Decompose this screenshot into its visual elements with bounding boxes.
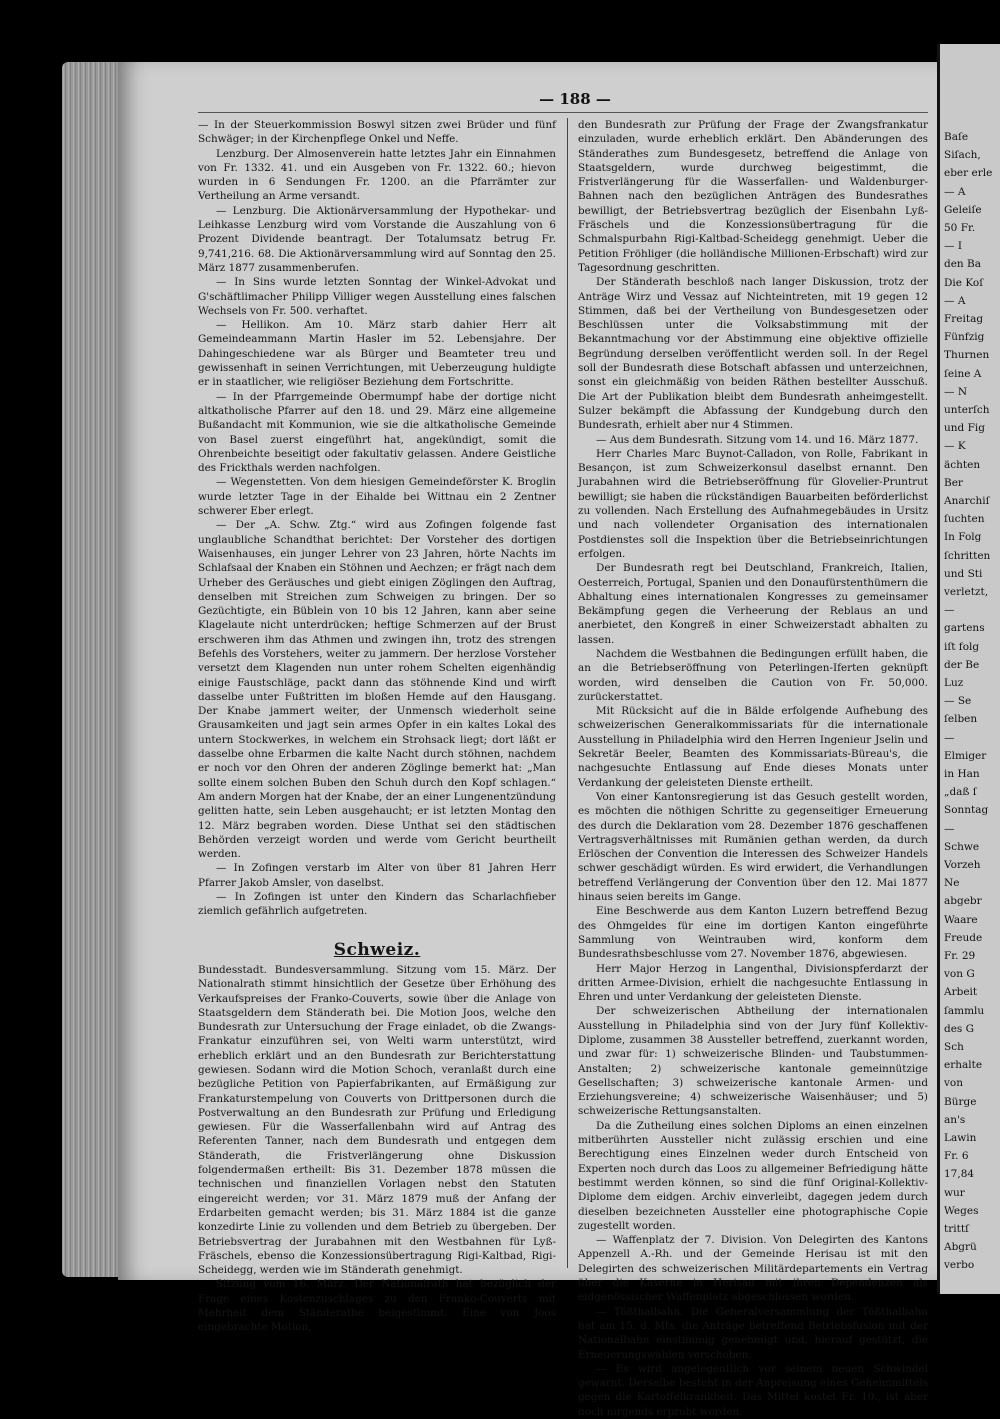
adjacent-page-fragment: — Se (944, 695, 972, 708)
adjacent-page-fragment: Ne (944, 877, 960, 890)
article: Eine Beschwerde aus dem Kanton Luzern betreffend Bezug des Ohmgeldes für eine im dortigen Kanton eingeführte Sammlung von Weintrauben wird, konform dem Bundesrathsbeschlusse vom 27. November 1876, abgewiesen. (578, 905, 928, 961)
header-rule (198, 112, 928, 113)
adjacent-page-fragment: den Ba (944, 258, 982, 271)
adjacent-page-fragment: Sonntag (944, 804, 989, 817)
adjacent-page-fragment: erhalte (944, 1059, 983, 1072)
adjacent-page-fragment: ſeine A (944, 367, 982, 380)
adjacent-page-fragment: Arbeit (944, 986, 978, 999)
adjacent-page-fragment: Siſach, (944, 149, 981, 162)
adjacent-page-fragment: — A (944, 185, 966, 198)
article: den Bundesrath zur Prüfung der Frage der Zwangsfrankatur einzuladen, wurde erheblich erklärt. Den Abänderungen des Ständerathes zum Bundesgesetz, betreffend die Anlage von Staatsgeldern, wurde durchweg beigestimmt, die Fristverlängerung für die Wasserfallen- und Waldenburger-Bahnen nach den bezüglichen Anträgen des Bundesrathes bewilligt, der Betriebsvertrag bezüglich der Eisenbahn Lyß-Fräschels und die Konzessionsübertragung für die Schmalspurbahn Rigi-Kaltbad-Scheidegg genehmigt. Ueber die Petition Fröhliger (die holländische Millionen-Erbschaft) wird zur Tagesordnung geschritten. (578, 119, 928, 274)
adjacent-page-fragment: — (944, 731, 955, 744)
adjacent-page-fragment: — N (944, 385, 968, 398)
adjacent-page-fragment: ſammlu (944, 1004, 985, 1017)
adjacent-page-fragment: Elmiger (944, 749, 987, 762)
adjacent-page-fragment: Fr. 29 (944, 950, 976, 962)
article: Herr Major Herzog in Langenthal, Divisionspferdarzt der dritten Armee-Division, erhielt die nachgesuchte Entlassung in Ehren und unter Verdankung der geleisteten Dienste. (578, 962, 928, 1004)
adjacent-page-fragment: von G (944, 968, 975, 981)
article: Von einer Kantonsregierung ist das Gesuch gestellt worden, es möchten die nöthigen Schritte zu gegenseitiger Erneuerung des durch die Deklaration vom 28. Dezember 1876 geschaffenen Vertragsverhältnisses mit Rumänien gethan werden, da durch Erlöschen der Convention die Interessen des Schweizer Handels schwer geschädigt würden. Es wird erwidert, die Verhandlungen betreffend Verlängerung der Convention über den 12. Mai 1877 hinaus seien bereits im Gange. (578, 790, 928, 904)
adjacent-page-fragment: Fünfzig (944, 331, 985, 344)
article: Der schweizerischen Abtheilung der internationalen Ausstellung in Philadelphia sind von der Jury fünf Kollektiv-Diplome, zusammen 38 Aussteller betreffend, zuerkannt worden, und zwar für: 1) schweizerische Blinden- und Taubstummen-Anstalten; 2) schweizerische kantonale gemeinnützige Gesellschaften; 3) schweizerische kantonale Armen- und Erziehungsvereine; 4) schweizerische Waisenhäuser; und 5) schweizerische Rettungsanstalten. (578, 1005, 928, 1118)
article: — Wegenstetten. Von dem hiesigen Gemeindeförster K. Broglin wurde letzter Tage in der Eihalde bei Wittnau ein 2 Zentner schwerer Eber erlegt. (198, 476, 556, 518)
adjacent-page-fragment: — I (944, 240, 962, 253)
adjacent-page-fragment: ſuchten (944, 513, 985, 526)
adjacent-page-fragment: 50 Fr. (944, 222, 976, 234)
adjacent-page-fragment: und Sti (944, 567, 983, 580)
article: Der Bundesrath regt bei Deutschland, Frankreich, Italien, Oesterreich, Portugal, Spanien und den Donaufürstenthümern die Abhaltung eines internationalen Kongresses zu gemeinsamer Bekämpfung gegen die Verheerung der Reblaus an und anerbietet, den Kongreß in einer Schweizerstadt abhalten zu lassen. (578, 562, 928, 646)
adjacent-page-fragment: trittſ (944, 1223, 969, 1235)
adjacent-page-fragment: der Be (944, 658, 980, 671)
adjacent-page-fragment: unterſch (944, 404, 990, 416)
article: — Der „A. Schw. Ztg.“ wird aus Zofingen folgende fast unglaubliche Schandthat berichtet: Der Vorsteher des dortigen Waisenhauses, ein junger Lehrer von 23 Jahren, hörte Nachts im Schlafsaal der Knaben ein Stöhnen und Aechzen; er frägt nach dem Urheber des Geräusches und giebt einigen Zöglingen den Auftrag, denselben mit Streichen zum Schweigen zu bringen. Der so Gezüchtigte, ein Büblein von 10 bis 12 Jahren, kann aber seine Klagelaute nicht unterdrücken; heftige Schmerzen auf der Brust erschweren ihm das Athmen und zwingen ihn, trotz des strengen Befehls des Vorstehers, weiter zu jammern. Der herzlose Vorsteher versetzt dem Klagenden nun unter rohem Schelten eigenhändig einige Faustschläge, packt dann das stöhnende Kind und wirft dasselbe unter Fußtritten im bloßen Hemde auf den Hausgang. Der Knabe jammert weiter, der Unmensch wiederholt seine Grausamkeiten und jagt sein armes Opfer in ein kaltes Lokal des untern Stockwerkes, in welchem ein Strohsack liegt; dort läßt er dasselbe ohne Erbarmen die kalte Nacht durch stöhnen, nachdem er noch vor den Ohren der anderen Zöglinge bemerkt hat: „Man sollte einem solchen Buben den Schuh durch den Kopf schlagen.“ Am andern Morgen hat der Knabe, der an einer Lungenentzündung gelitten hatte, sein Leben ausgehaucht; er ist letzten Montag den 12. März begraben worden. Diese Unthat sei den städtischen Behörden verzeigt worden und werde vom Gericht beurtheilt werden. (198, 519, 556, 861)
article: — Aus dem Bundesrath. Sitzung vom 14. und 16. März 1877. (596, 433, 919, 446)
adjacent-page (937, 44, 1000, 1294)
adjacent-page-fragment: wur (944, 1186, 965, 1199)
article: Mit Rücksicht auf die in Bälde erfolgende Aufhebung des schweizerischen Generalkommissariats für die internationale Ausstellung in Philadelphia wird den Herren Ingenieur Jselin und Sekretär Beeler, Beamten des Kommissariats-Büreau's, die nachgesuchte Entlassung auf Ende dieses Monats unter Verdankung der geleisteten Dienste ertheilt. (578, 705, 928, 789)
adjacent-page-fragment: verbo (944, 1259, 975, 1272)
adjacent-page-fragment: in Han (944, 768, 980, 780)
adjacent-page-fragment: ächten (944, 458, 981, 471)
adjacent-page-fragment: — A (944, 294, 966, 307)
adjacent-page-fragment: Waare (944, 913, 978, 926)
article: — Lenzburg. Die Aktionärversammlung der Hypothekar- und Leihkasse Lenzburg wird vom Vorstande die Auszahlung von 6 Prozent Dividende beantragt. Der Totalumsatz betrug Fr. 9,741,216. 68. Die Aktionärversammlung wird auf Sonntag den 25. März 1877 zusammenberufen. (198, 204, 556, 274)
adjacent-page-fragment: Vorzeh (944, 859, 981, 871)
adjacent-page-fragment: von (944, 1077, 964, 1090)
adjacent-page-fragment: Luz (944, 677, 964, 689)
adjacent-page-fragment: Weges (944, 1204, 979, 1217)
adjacent-page-fragment: ſchritten (944, 549, 991, 562)
adjacent-page-fragment: „daß ſ (944, 786, 977, 799)
article: Da die Zutheilung eines solchen Diploms an einen einzelnen mitberührten Aussteller nicht zulässig erschien und eine Berechtigung eines Einzelnen weder durch Entscheid von Experten noch durch das Loos zu allgemeiner Befriedigung hätte bestimmt werden können, so sind die fünf Original-Kollektiv-Diplome dem eidgen. Archiv einverleibt, dagegen jedem durch dieselben bezeichneten Aussteller eine photographische Copie zugestellt worden. (578, 1119, 928, 1232)
article: Sitzung vom 16. März. Der Nationalrath hat bezüglich der Frage eines Kostenzuschlages zu den Franko-Couverts mit Mehrheit dem Ständerathe beigestimmt. Eine von Joos eingebrachte Motion, (198, 1278, 556, 1334)
page-number: — 188 — (539, 90, 611, 108)
article: — In Zofingen ist unter den Kindern das Scharlachfieber ziemlich gefährlich aufgetreten. (198, 891, 556, 918)
article: Herr Charles Marc Buynot-Calladon, von Rolle, Fabrikant in Besançon, ist zum Schweizerkonsul daselbst ernannt. Den Jurabahnen wird die Betriebseröffnung für Glovelier-Pruntrut bewilligt; sie haben die rückständigen Bauarbeiten beförderlichst zu vollenden. Nach Erstellung des Aufnahmegebäudes in Ursitz und nach vollendeter Organisation des internationalen Postdienstes soll die Inspektion über die Betriebseinrichtungen erfolgen. (578, 447, 928, 560)
left-column (198, 118, 556, 1335)
article: — In der Steuerkommission Boswyl sitzen zwei Brüder und fünf Schwäger; in der Kirchenpflege Onkel und Neffe. (198, 119, 556, 146)
article: — Hellikon. Am 10. März starb dahier Herr alt Gemeindeammann Martin Hasler im 52. Lebensjahre. Der Dahingeschiedene war als Bürger und Beamteter treu und gewissenhaft in seinen Verrichtungen, mit Ueberzeugung huldigte er in staatlicher, wie religiöser Beziehung dem Fortschritte. (198, 319, 556, 389)
column-divider (567, 118, 568, 1268)
right-column (578, 118, 928, 1419)
adjacent-page-fragment: Bürge (944, 1095, 977, 1108)
adjacent-page-fragment: Anarchiſ (944, 495, 990, 507)
adjacent-page-fragment: Baſe (944, 131, 969, 143)
section-heading: Schweiz. (333, 939, 421, 960)
adjacent-page-fragment: abgebr (944, 895, 982, 908)
adjacent-page-fragment: und Fig (944, 422, 985, 435)
adjacent-page-fragment: Ber (944, 476, 963, 489)
article: — In der Pfarrgemeinde Obermumpf habe der dortige nicht altkatholische Pfarrer auf den 18. und 29. März eine allgemeine Bußandacht mit Kommunion, wie sie die altkatholische Gemeinde von Basel zuerst eingeführt hat, angekündigt, somit die Ohrenbeichte beseitigt oder fakultativ gelassen. Andere Geistliche des Frickthals werden nachfolgen. (198, 390, 556, 475)
adjacent-page-fragment: Freitag (944, 313, 984, 325)
adjacent-page-fragment: Die Koſ (944, 276, 984, 289)
article: Bundesstadt. Bundesversammlung. Sitzung vom 15. März. Der Nationalrath stimmt hinsichtlich der Gesetze über Erhöhung des Verkaufspreises der Franko-Couverts, sowie über die Anlage von Staatsgeldern dem Ständerath bei. Die Motion Joos, welche den Bundesrath zur Untersuchung der Frage einladet, ob die Zwangs-Frankatur einzuführen sei, von Welti warm unterstützt, wird erheblich erklärt und an den Bundesrath zur Berichterstattung gewiesen. Sodann wird die Motion Schoch, veranlaßt durch eine bezügliche Petition von Papierfabrikanten, auf Ermäßigung zur Frankaturstempelung von Couverts von Drittpersonen durch die Postverwaltung an den Bundesrath zur Prüfung und Erledigung gewiesen. Für die Wasserfallenbahn wird auf Antrag des Referenten Tanner, nach dem Bundesrath und entgegen dem Ständerath, die Fristverlängerung ohne Diskussion folgendermaßen ertheilt: Bis 31. Dezember 1878 müssen die technischen und finanziellen Vorlagen nebst den Statuten eingereicht werden; vor 31. März 1879 muß der Anfang der Erdarbeiten gemacht werden; bis 31. März 1884 ist die ganze konzedirte Linie zu vollenden und dem Betrieb zu übergeben. Der Betriebsvertrag der Jurabahnen mit den Westbahnen für Lyß-Fräschels, ebenso die Konzessionsübertragung Rigi-Kaltbad, Rigi-Scheidegg, werden wie im Ständerath genehmigt. (198, 963, 556, 1277)
article: — Es wird angelegentlich vor seinem neuen Schwindel gewarnt. Derselbe besteht in der Anpreisung eines Geheimmittels gegen die Kartoffelkrankheit. Das Mittel kostet Fr. 10., ist aber noch nirgends erprobt worden. (578, 1362, 928, 1418)
adjacent-page-fragment: — K (944, 440, 966, 453)
adjacent-page-fragment: Fr. 6 (944, 1150, 969, 1163)
adjacent-page-fragment: ſelben (944, 713, 978, 726)
adjacent-page-fragment: verletzt, (944, 586, 989, 598)
adjacent-page-fragment: — (944, 822, 955, 835)
adjacent-page-fragment: Geleiſe (944, 203, 982, 216)
adjacent-page-fragment: Thurnen (944, 349, 990, 362)
article: — Waffenplatz der 7. Division. Von Delegirten des Kantons Appenzell A.-Rh. und der Gemeinde Herisau ist mit den Delegirten des schweizerischen Militärdepartements ein Vertrag über die Kaserne in Herisau mit ihren Dependenzen als eidgenössischer Waffenplatz abgeschlossen worden. (578, 1234, 928, 1304)
article: — In Zofingen verstarb im Alter von über 81 Jahren Herr Pfarrer Jakob Amsler, von daselbst. (198, 862, 556, 889)
adjacent-page-fragment: Lawin (944, 1132, 977, 1144)
adjacent-page-fragment: Freude (944, 931, 983, 944)
adjacent-page-fragment: an's (944, 1113, 966, 1126)
article: Nachdem die Westbahnen die Bedingungen erfüllt haben, die an die Betriebseröffnung von Peterlingen-Iferten geknüpft worden, wird denselben die Caution von Fr. 50,000. zurückerstattet. (578, 647, 928, 703)
adjacent-page-fragment: gartens (944, 622, 985, 635)
article: Der Ständerath beschloß nach langer Diskussion, trotz der Anträge Wirz und Vessaz auf Nichteintreten, mit 19 gegen 12 Stimmen, daß bei der Vertheilung von Bundesgesetzen oder Beschlüssen unter die Volksabstimmung mit der Bekanntmachung vor der Abstimmung eine objektive offizielle Begründung derselben veröffentlicht werden soll. In der Regel soll der Bundesrath diese Botschaft abfassen und unterzeichnen, sonst ein gleichmäßig von beiden Räthen bestellter Ausschuß. Die Art der Publikation bleibt dem Bundesrath anheimgestellt. Sulzer bekämpft die Abfassung der Kundgebung durch den Bundesrath, erhielt aber nur 4 Stimmen. (578, 276, 928, 432)
adjacent-page-fragment: des G (944, 1022, 975, 1035)
article: — In Sins wurde letzten Sonntag der Winkel-Advokat und G'schäftlimacher Philipp Villiger wegen Ausstellung eines falschen Wechsels von Fr. 500. verhaftet. (198, 276, 556, 317)
adjacent-page-fragment: 17,84 (944, 1168, 975, 1181)
adjacent-page-fragment: Sch (944, 1041, 964, 1053)
adjacent-page-fragment: Abgrü (944, 1241, 977, 1254)
adjacent-page-fragment: — (944, 604, 955, 617)
adjacent-page-fragment: iſt folg (944, 640, 980, 653)
adjacent-page-fragment: In Folg (944, 531, 982, 544)
article: Lenzburg. Der Almosenverein hatte letztes Jahr ein Einnahmen von Fr. 1332. 41. und ein Ausgeben von Fr. 1322. 60.; hievon wurden in 6 Sendungen Fr. 1200. an die Pfarrämter zur Vertheilung an Arme versandt. (198, 147, 556, 203)
adjacent-page-fragment: eber erle (944, 167, 993, 180)
article: — Tößthalbahn. Die Generalversammlung der Tößthalbahn hat am 15. d. Mts. die Anträge betreffend Betriebsfusion mit der Nationalbahn einstimmig genehmigt und, hierauf gestützt, die Erneuerungswahlen verschoben. (578, 1305, 928, 1361)
adjacent-page-fragment: Schwe (944, 840, 980, 853)
